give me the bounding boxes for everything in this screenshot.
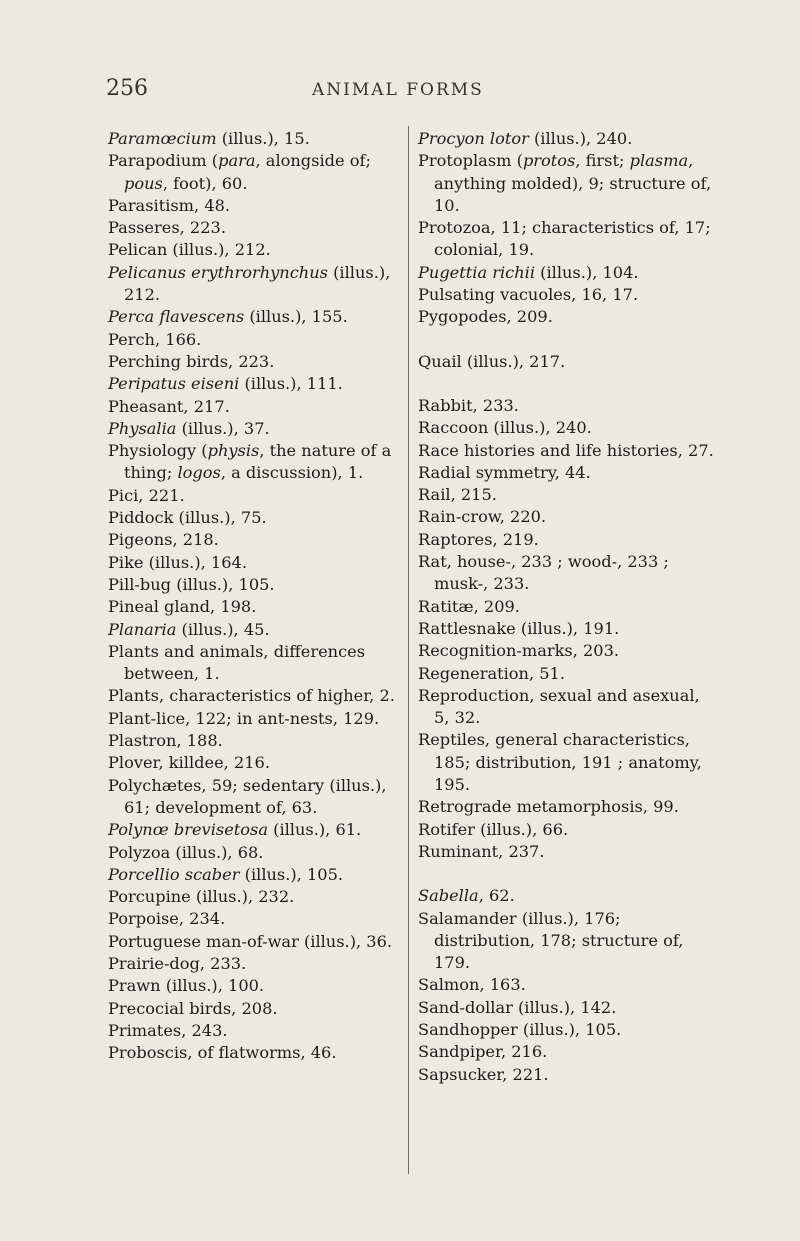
index-entry-text: Raptores, 219. (418, 529, 539, 549)
index-entry (108, 128, 404, 150)
index-entry-text: Physiology ( (108, 441, 208, 461)
index-entry-text: Polyzoa (illus.), 68. (108, 842, 264, 862)
index-entry (108, 619, 404, 641)
index-entry-text: Rattlesnake (illus.), 191. (418, 618, 620, 638)
index-entry-text: (illus.), 37. (176, 418, 270, 438)
index-entry (108, 373, 404, 395)
index-entry (108, 507, 404, 529)
index-entry-text: Porcupine (illus.), 232. (108, 887, 295, 907)
index-entry-text: , foot), 60. (162, 173, 248, 193)
index-entry-text: Polychætes, 59; sedentary (illus.), 61; development of, 63. (108, 775, 387, 817)
index-entry-text: Rotifer (illus.), 66. (418, 819, 569, 839)
index-entry (108, 217, 404, 239)
index-entry (418, 506, 718, 528)
index-entry-text: Rain-crow, 220. (418, 507, 547, 527)
index-entry (418, 128, 718, 150)
index-entry-text: Rabbit, 233. (418, 395, 519, 415)
index-entry (108, 306, 404, 328)
index-entry (108, 775, 404, 820)
index-entry-text: Radial symmetry, 44. (418, 462, 591, 482)
index-entry (418, 484, 718, 506)
index-entry (108, 908, 404, 930)
index-entry-text: Plover, killdee, 216. (108, 753, 270, 773)
index-entry (108, 150, 404, 195)
index-entry-text: Ruminant, 237. (418, 841, 545, 861)
index-entry-italic-text: Perca flavescens (108, 307, 245, 327)
index-entry (418, 685, 718, 730)
index-entry-text: Sandhopper (illus.), 105. (418, 1019, 622, 1039)
index-entry (418, 618, 718, 640)
index-entry-text: Salmon, 163. (418, 975, 526, 995)
index-entry (418, 150, 718, 217)
index-entry-text: Raccoon (illus.), 240. (418, 418, 592, 438)
index-entry (108, 685, 404, 707)
index-entry-text: Pulsating vacuoles, 16, 17. (418, 285, 639, 305)
index-entry-text: (illus.), 61. (267, 820, 362, 840)
index-entry (418, 1041, 718, 1063)
index-entry-text: Piddock (illus.), 75. (108, 508, 267, 528)
index-entry-text: Parasitism, 48. (108, 195, 231, 215)
index-entry (418, 551, 718, 596)
index-entry-text: Pigeons, 218. (108, 530, 219, 550)
index-entry-text: Reptiles, general characteristics, 185; distribution, 191 ; anatomy, 195. (418, 730, 702, 795)
index-entry-text: Prawn (illus.), 100. (108, 976, 265, 996)
index-entry-text: Plastron, 188. (108, 731, 223, 751)
index-entry-text: Portuguese man-of-war (illus.), 36. (108, 931, 393, 951)
index-entry-text: Parapodium ( (108, 151, 219, 171)
index-entry (418, 908, 718, 975)
index-entry (108, 574, 404, 596)
index-entry (418, 217, 718, 262)
index-entry (418, 284, 718, 306)
index-entry (418, 841, 718, 863)
index-entry (108, 239, 404, 261)
index-entry (418, 417, 718, 439)
index-entry (108, 596, 404, 618)
index-entry-text: Perch, 166. (108, 329, 202, 349)
index-entry (418, 262, 718, 284)
index-entry-italic-text: pous (124, 173, 163, 193)
index-entry (108, 975, 404, 997)
index-column-right (418, 128, 718, 1086)
index-entry-text: (illus.), 105. (239, 864, 344, 884)
index-entry-text: Pygopodes, 209. (418, 307, 553, 327)
index-entry (418, 306, 718, 328)
index-entry-text: Sandpiper, 216. (418, 1042, 548, 1062)
index-entry-text: Pelican (illus.), 212. (108, 240, 271, 260)
index-entry-text: Pike (illus.), 164. (108, 552, 247, 572)
index-entry-text: (illus.), 15. (216, 129, 310, 148)
index-entry-text: (illus.), 111. (239, 374, 343, 394)
index-entry (418, 529, 718, 551)
index-entry (418, 885, 718, 907)
index-entry-italic-text: Procyon lotor (418, 129, 529, 148)
index-entry (108, 329, 404, 351)
index-entry-text: Reproduction, sexual and asexual, 5, 32. (418, 685, 700, 728)
index-entry-italic-text: Porcellio scaber (108, 864, 240, 884)
index-entry-text: Pill-bug (illus.), 105. (108, 574, 275, 594)
index-entry-text: (illus.), 212. (124, 262, 391, 305)
index-entry-text: Sand-dollar (illus.), 142. (418, 997, 617, 1017)
index-entry-text: Passeres, 223. (108, 218, 226, 238)
index-entry (418, 596, 718, 618)
index-entry-text: Rat, house-, 233 ; wood-, 233 ; musk-, 233. (418, 552, 669, 594)
index-entry (108, 529, 404, 551)
index-entry-text: Quail (illus.), 217. (418, 351, 566, 371)
index-entry (108, 998, 404, 1020)
index-entry (108, 953, 404, 975)
index-entry-text: , 62. (478, 886, 515, 906)
index-entry-italic-text: para (218, 151, 256, 171)
index-entry (418, 974, 718, 996)
index-entry (108, 1042, 404, 1064)
index-entry-text: Primates, 243. (108, 1020, 228, 1040)
index-entry-text: Precocial birds, 208. (108, 998, 278, 1018)
index-entry (108, 440, 404, 485)
index-entry-text: Plants, characteristics of higher, 2. (108, 686, 395, 706)
index-entry-text: Prairie-dog, 233. (108, 953, 247, 973)
index-entry (108, 485, 404, 507)
index-entry (418, 395, 718, 417)
index-entry-text: , first; (575, 151, 630, 171)
index-entry-text: Recognition-marks, 203. (418, 641, 620, 661)
index-entry-text: Race histories and life histories, 27. (418, 440, 714, 460)
index-entry (108, 886, 404, 908)
index-entry-text: (illus.), 45. (176, 619, 270, 639)
index-entry-italic-text: Pelicanus erythrorhynchus (108, 262, 328, 282)
page-number: 256 (106, 76, 148, 101)
index-entry (418, 796, 718, 818)
index-entry-italic-text: Pugettia richii (418, 262, 536, 282)
index-entry-text: , anything molded), 9; structure of, 10. (434, 151, 712, 215)
index-entry (418, 440, 718, 462)
index-entry (108, 819, 404, 841)
index-entry-italic-text: Paramœcium (108, 129, 217, 148)
index-entry (108, 842, 404, 864)
index-entry (108, 351, 404, 373)
index-entry (108, 931, 404, 953)
index-entry-italic-text: protos (522, 151, 576, 171)
index-entry (418, 663, 718, 685)
index-entry-italic-text: Peripatus eiseni (108, 374, 240, 394)
index-entry (418, 462, 718, 484)
index-entry-italic-text: logos (177, 463, 221, 483)
index-entry-text: , the nature of a thing; (124, 441, 392, 483)
index-entry-text: Salamander (illus.), 176; distribution, 178; structure of, 179. (418, 908, 684, 973)
index-entry-text: Retrograde metamorphosis, 99. (418, 797, 679, 817)
index-entry-text: Pheasant, 217. (108, 396, 230, 416)
index-entry-italic-text: Sabella (418, 886, 479, 906)
index-entry (108, 864, 404, 886)
index-entry-italic-text: plasma (629, 151, 689, 171)
index-entry-text: Porpoise, 234. (108, 909, 226, 929)
index-entry (108, 641, 404, 686)
index-entry (108, 262, 404, 307)
index-entry-text: , alongside of; (255, 151, 371, 171)
index-entry-text: Ratitæ, 209. (418, 596, 520, 616)
index-entry (108, 396, 404, 418)
index-entry-italic-text: Planaria (108, 619, 177, 639)
running-head: ANIMAL FORMS (312, 80, 484, 100)
index-entry-text: (illus.), 155. (244, 307, 348, 327)
index-entry (418, 819, 718, 841)
index-entry (108, 708, 404, 730)
index-entry (108, 752, 404, 774)
index-entry (418, 997, 718, 1019)
index-entry (108, 1020, 404, 1042)
index-entry (418, 729, 718, 796)
index-entry-text: Protozoa, 11; characteristics of, 17; colonial, 19. (418, 218, 711, 260)
index-entry-text: Sapsucker, 221. (418, 1064, 549, 1084)
column-divider (408, 126, 409, 1174)
index-entry-italic-text: Polynœ brevisetosa (108, 820, 268, 840)
index-entry (418, 1019, 718, 1041)
index-entry-text: Rail, 215. (418, 485, 497, 505)
index-entry (108, 552, 404, 574)
index-entry-text: Plant-lice, 122; in ant-nests, 129. (108, 708, 380, 728)
index-entry-text: Pici, 221. (108, 485, 185, 505)
index-entry-text: Regeneration, 51. (418, 663, 565, 683)
index-column-left (108, 128, 404, 1064)
index-entry-italic-text: Physalia (108, 418, 177, 438)
index-entry-text: (illus.), 240. (528, 129, 633, 148)
index-entry (418, 1064, 718, 1086)
index-entry (418, 351, 718, 373)
index-entry-text: Plants and animals, differences between, 1. (108, 641, 366, 684)
index-entry (418, 640, 718, 662)
index-entry-text: Pineal gland, 198. (108, 597, 257, 617)
index-entry-text: Protoplasm ( (418, 151, 523, 171)
index-entry-italic-text: physis (207, 441, 260, 461)
index-entry (108, 418, 404, 440)
index-entry-text: Perching birds, 223. (108, 351, 275, 371)
index-entry (108, 195, 404, 217)
index-entry-text: Proboscis, of flatworms, 46. (108, 1043, 337, 1063)
index-entry-text: , a discussion), 1. (220, 463, 364, 483)
index-entry (108, 730, 404, 752)
index-entry-text: (illus.), 104. (535, 262, 639, 282)
